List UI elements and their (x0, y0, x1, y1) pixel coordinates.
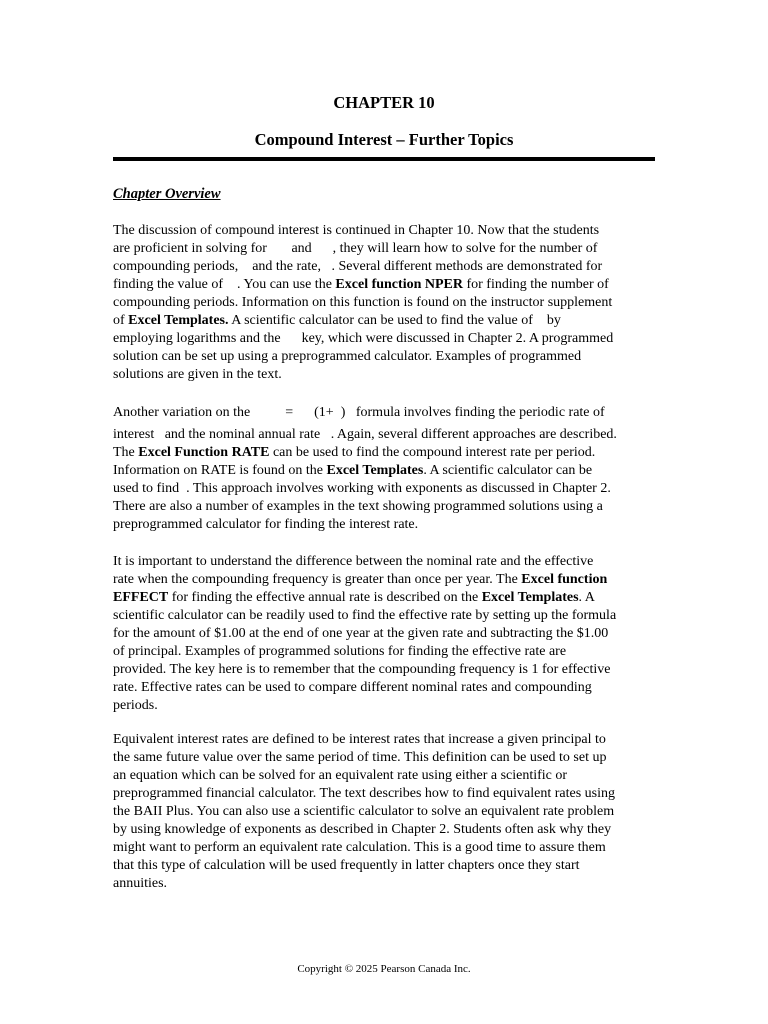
bold-term: Excel function NPER (335, 277, 463, 292)
text-line: EFFECT for finding the effective annual rate is described on the Excel Templates. A (113, 590, 595, 605)
text-line: There are also a number of examples in the text showing programmed solutions using a (113, 499, 603, 514)
bold-term: Excel Function RATE (138, 445, 270, 460)
text-line: rate when the compounding frequency is greater than once per year. The Excel function (113, 572, 608, 587)
text-line: the same future value over the same period of time. This definition can be used to set up (113, 750, 607, 765)
text-line: The discussion of compound interest is continued in Chapter 10. Now that the students (113, 223, 600, 238)
text-line: preprogrammed calculator for finding the interest rate. (113, 517, 419, 532)
copyright-footer: Copyright © 2025 Pearson Canada Inc. (297, 963, 471, 975)
text-line: solutions are given in the text. (113, 367, 282, 382)
text-line: The Excel Function RATE can be used to find the compound interest rate per period. (113, 445, 596, 460)
text-line: of principal. Examples of programmed solutions for finding the effective rate are (113, 644, 567, 659)
text-line: Information on RATE is found on the Excel Templates. A scientific calculator can be (113, 463, 593, 478)
bold-term: EFFECT (113, 590, 169, 605)
text-line: finding the value of . You can use the Excel function NPER for finding the number of (113, 277, 609, 292)
overview-paragraph-3 (113, 553, 658, 715)
text-line: an equation which can be solved for an equivalent rate using either a scientific or (113, 768, 568, 783)
overview-paragraph-1 (113, 222, 658, 384)
section-heading: Chapter Overview (113, 186, 221, 202)
text-line: annuities. (113, 876, 168, 891)
chapter-number: CHAPTER 10 (333, 93, 435, 112)
text-line: employing logarithms and the key, which were discussed in Chapter 2. A programmed (113, 331, 614, 346)
text-line: interest and the nominal annual rate . Again, several different approaches are described. (113, 427, 617, 442)
text-line: Another variation on the = (1+ ) formula involves finding the periodic rate of (113, 405, 605, 420)
bold-term: Excel Templates (481, 590, 579, 605)
bold-term: Excel function (521, 572, 608, 587)
text-line: compounding periods. Information on this function is found on the instructor supplement (113, 295, 613, 310)
chapter-title: Compound Interest – Further Topics (254, 130, 514, 149)
text-line: are proficient in solving for and , they will learn how to solve for the number of (113, 241, 598, 256)
text-line: of Excel Templates. A scientific calculator can be used to find the value of by (113, 313, 561, 328)
text-line: might want to perform an equivalent rate calculation. This is a good time to assure them (113, 840, 606, 855)
text-line: solution can be set up using a preprogrammed calculator. Examples of programmed (113, 349, 582, 364)
bold-term: Excel Templates (326, 463, 424, 478)
text-line: by using knowledge of exponents as described in Chapter 2. Students often ask why they (113, 822, 612, 837)
text-line: that this type of calculation will be used frequently in latter chapters once they start (113, 858, 580, 873)
text-line: Equivalent interest rates are defined to be interest rates that increase a given principal to (113, 732, 606, 747)
text-line: provided. The key here is to remember that the compounding frequency is 1 for effective (113, 662, 611, 677)
text-line: It is important to understand the difference between the nominal rate and the effective (113, 554, 594, 569)
text-line: used to find . This approach involves working with exponents as discussed in Chapter 2. (113, 481, 611, 496)
text-line: periods. (113, 698, 158, 713)
text-line: compounding periods, and the rate, . Several different methods are demonstrated for (113, 259, 603, 274)
overview-paragraph-2 (113, 404, 658, 534)
text-line: for the amount of $1.00 at the end of one year at the given rate and subtracting the $1.00 (113, 626, 609, 641)
text-line: the BAII Plus. You can also use a scientific calculator to solve an equivalent rate problem (113, 804, 615, 819)
text-line: rate. Effective rates can be used to compare different nominal rates and compounding (113, 680, 592, 695)
overview-paragraph-4 (113, 731, 658, 893)
title-rule (113, 157, 655, 161)
text-line: preprogrammed financial calculator. The text describes how to find equivalent rates using (113, 786, 616, 801)
text-line: scientific calculator can be readily used to find the effective rate by setting up the formula (113, 608, 617, 623)
bold-term: Excel Templates. (128, 313, 229, 328)
